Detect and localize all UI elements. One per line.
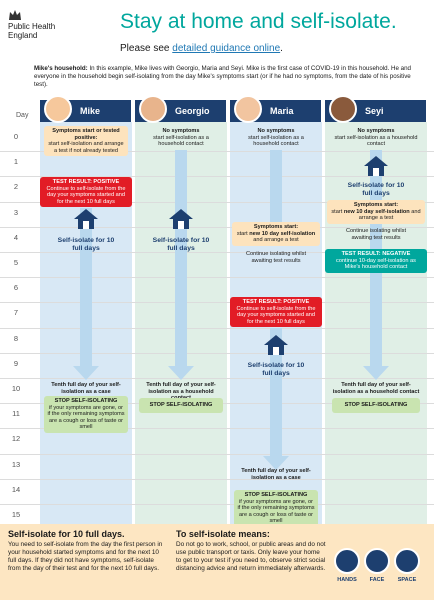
house-icon (168, 208, 194, 230)
day-gridline (0, 277, 434, 278)
maria-arrow1-shaft (270, 150, 282, 228)
iso-text: Self-isolate for 10 full days (247, 362, 305, 377)
footer-mid-title: To self-isolate means: (176, 529, 270, 539)
box-title: Symptoms start or tested positive: (52, 128, 120, 141)
box-text-bold: new 10 day self-isolation (249, 230, 316, 237)
box-text: Continue isolating whilst awaiting test results (345, 228, 406, 241)
person-name: Mike (80, 106, 101, 116)
box-text: if your symptoms are gone, or if the only remaining symptoms are a cough or loss of taste or smell (237, 498, 315, 525)
box-text: start self-isolation as a household contact (248, 134, 304, 148)
box-text: start self-isolation as a household contact (334, 134, 418, 148)
box-title: Symptoms start: (253, 224, 299, 230)
box-text: start (331, 208, 344, 215)
mike-stop-box (44, 396, 128, 433)
seyi-nosymptoms (329, 126, 423, 150)
intro-text: In this example, Mike lives with Georgio, Maria and Seyi. Mike is the first case of COVID-19 in this household. He and everyone in the household begin self-isolating from the day Mike's symptoms start (or if he had no symptoms, from the date of his positive test). (34, 65, 412, 88)
box-text: continue 10-day self-isolation as Mike's household contact (336, 257, 416, 271)
maria-iso-label (240, 360, 312, 380)
georgio-stop-box (139, 398, 223, 413)
day-axis-label: Day (16, 112, 29, 119)
seyi-symptoms-box (327, 200, 425, 224)
house-icon (73, 208, 99, 230)
house-icon (363, 155, 389, 177)
day-gridline (0, 504, 434, 505)
face-icon (364, 548, 390, 574)
mike-arrow-head (73, 366, 99, 380)
maria-awaiting (234, 249, 318, 266)
georgio-iso-label (145, 235, 217, 255)
seyi-iso-label (340, 180, 412, 200)
day-number: 15 (11, 510, 21, 519)
box-title: No symptoms (162, 128, 200, 134)
day-gridline (0, 353, 434, 354)
box-text: and arrange a test (358, 208, 421, 222)
box-title: Symptoms start: (353, 202, 399, 208)
seyi-stop-box (332, 398, 420, 413)
box-text: and arrange a test (253, 237, 299, 244)
day-number: 13 (11, 459, 21, 469)
box-title: TEST RESULT: NEGATIVE (341, 251, 411, 257)
box-title: STOP SELF-ISOLATING (344, 402, 408, 408)
box-text: Continue isolating whilst awaiting test results (245, 251, 306, 264)
box-text: start self-isolation as a household contact (153, 134, 209, 148)
org-name: Public Health England (8, 22, 56, 40)
day-number: 12 (11, 434, 21, 444)
person-name: Seyi (365, 106, 384, 116)
day-number: 7 (13, 308, 19, 318)
guidance-link[interactable]: detailed guidance online (172, 43, 281, 54)
day-number: 11 (12, 409, 20, 419)
day-number: 5 (13, 258, 19, 267)
georgio-arrow-head (168, 366, 194, 380)
box-title: STOP SELF-ISOLATING (149, 402, 213, 408)
maria-stop-box (234, 490, 318, 527)
guidance-line (120, 43, 283, 54)
space-icon (394, 548, 420, 574)
maria-symptoms-box (232, 222, 320, 246)
avatar (44, 95, 72, 123)
icon-label: HANDS (337, 577, 357, 583)
footer-left-text: You need to self-isolate from the day the first person in your household started symptoms and for the next 10 full days. If they did not have symptoms, self-isolate from the day of their test and for the next 10 full days. (8, 541, 163, 572)
household-intro (34, 65, 426, 88)
day-gridline (0, 328, 434, 329)
house-icon (263, 334, 289, 356)
iso-text: Self-isolate for 10 full days (57, 237, 115, 252)
box-title: STOP SELF-ISOLATING (54, 398, 118, 404)
box-title: No symptoms (257, 128, 295, 134)
box-text: Continue to self-isolate from the day your symptoms started and for the next 10 full days (46, 185, 126, 205)
tenth-text: Tenth full day of your self-isolation as a household contact (332, 382, 420, 395)
maria-positive-box (230, 297, 322, 327)
day-number: 14 (11, 484, 21, 494)
mike-tenth-day (42, 380, 130, 397)
maria-nosymptoms (232, 126, 320, 150)
icon-label: FACE (369, 577, 385, 583)
day-number: 4 (13, 232, 19, 242)
day-number: 2 (13, 182, 19, 192)
day-number: 0 (13, 132, 19, 141)
box-title: STOP SELF-ISOLATING (244, 492, 308, 498)
avatar (329, 95, 357, 123)
mike-arrow-shaft (80, 208, 92, 368)
seyi-negative-box (325, 249, 427, 273)
tenth-text: Tenth full day of your self-isolation as a case (241, 468, 311, 481)
box-title: No symptoms (357, 128, 395, 134)
avatar (234, 95, 262, 123)
day-gridline (0, 479, 434, 480)
person-name: Georgio (175, 106, 210, 116)
person-name: Maria (270, 106, 294, 116)
mike-positive-box (40, 177, 132, 207)
icon-label: SPACE (397, 577, 417, 583)
georgio-nosymptoms (137, 126, 225, 150)
tenth-text: Tenth full day of your self-isolation as a case (51, 382, 121, 395)
iso-text: Self-isolate for 10 full days (152, 237, 210, 252)
box-text-bold: new 10 day self-isolation (343, 208, 410, 215)
tenth-text: Tenth full day of your self-isolation as a household (146, 382, 216, 395)
box-text: start (236, 230, 250, 237)
day-gridline (0, 454, 434, 455)
georgio-arrow-shaft (175, 150, 187, 368)
guidance-prefix: Please see (120, 43, 173, 54)
box-text: Continue to self-isolate from the day your symptoms started and for the next 10 full days (236, 305, 316, 325)
seyi-tenth-day (327, 380, 425, 397)
day-number: 1 (13, 157, 19, 167)
box-text: if your symptoms are gone, or if the only remaining symptoms are a cough or loss of taste or smell (47, 404, 125, 431)
intro-bold: Mike's household: (34, 65, 88, 72)
footer-mid-text: Do not go to work, school, or public areas and do not use public transport or taxis. Only leave your home to get to your test if you need to, observe strict social distancing advice and return immediately afterwards. (176, 541, 326, 572)
avatar (139, 95, 167, 123)
box-text: start self-isolation and arrange a test if not already tested (48, 141, 124, 154)
day-number: 9 (13, 358, 19, 368)
mike-symptoms-box (44, 126, 128, 156)
seyi-arrow-head (363, 366, 389, 380)
day-number: 10 (11, 384, 21, 393)
day-number: 8 (13, 333, 19, 343)
day-number: 3 (13, 207, 19, 217)
box-title: TEST RESULT: POSITIVE (242, 299, 310, 305)
page-title: Stay at home and self-isolate. (120, 10, 397, 33)
maria-tenth-day (232, 466, 320, 483)
footer-left-title: Self-isolate for 10 full days. (8, 529, 125, 539)
crest-icon (8, 8, 22, 21)
iso-text: Self-isolate for 10 full days (347, 182, 405, 197)
day-gridline (0, 302, 434, 303)
box-title: TEST RESULT: POSITIVE (52, 179, 120, 185)
day-number: 6 (13, 283, 19, 293)
seyi-awaiting (332, 226, 420, 243)
mike-iso-label (50, 235, 122, 255)
guidance-suffix: . (280, 43, 283, 54)
hands-icon (334, 548, 360, 574)
